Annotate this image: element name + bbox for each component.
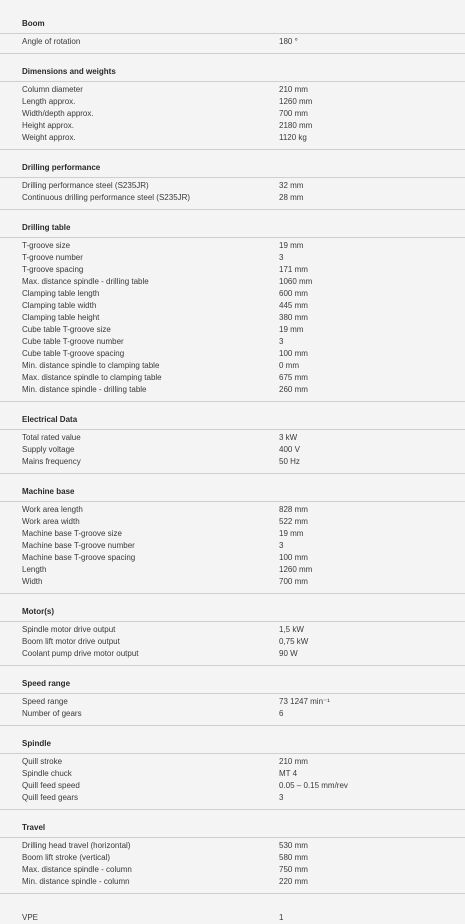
spec-value: 73 1247 min⁻¹	[279, 697, 330, 706]
spec-row	[0, 552, 465, 564]
spec-label: Boom lift motor drive output	[22, 637, 120, 646]
spec-rows	[0, 622, 465, 660]
spec-row	[0, 792, 465, 804]
section-title: Drilling table	[0, 218, 465, 238]
spec-label: Cube table T-groove spacing	[22, 349, 125, 358]
spec-row	[0, 432, 465, 444]
spec-row	[0, 852, 465, 864]
spec-row	[0, 132, 465, 144]
spec-value: 6	[279, 709, 284, 718]
spec-label: Length approx.	[22, 97, 76, 106]
spec-value: 3	[279, 253, 284, 262]
spec-section	[0, 602, 465, 674]
spec-value: 19 mm	[279, 325, 304, 334]
spec-value: 100 mm	[279, 349, 308, 358]
spec-row	[0, 336, 465, 348]
spec-row	[0, 384, 465, 396]
spec-row	[0, 324, 465, 336]
spec-value: 700 mm	[279, 577, 308, 586]
spec-value: 0.05 – 0.15 mm/rev	[279, 781, 348, 790]
spec-label: Height approx.	[22, 121, 75, 130]
spec-row	[0, 96, 465, 108]
spec-sections	[0, 14, 465, 902]
spec-row	[0, 252, 465, 264]
spec-label: Width/depth approx.	[22, 109, 94, 118]
spec-label: Total rated value	[22, 433, 81, 442]
spec-row	[0, 312, 465, 324]
spec-rows	[0, 754, 465, 804]
spec-value: 1260 mm	[279, 565, 313, 574]
spec-value: 1,5 kW	[279, 625, 304, 634]
spec-value: 3	[279, 541, 284, 550]
spec-value: 400 V	[279, 445, 300, 454]
spec-value: 19 mm	[279, 529, 304, 538]
spec-row	[0, 576, 465, 588]
spec-row	[0, 360, 465, 372]
spec-value: 1260 mm	[279, 97, 313, 106]
spec-rows	[0, 238, 465, 396]
spec-label: Cube table T-groove number	[22, 337, 124, 346]
spec-value: 0 mm	[279, 361, 299, 370]
spec-label: Work area width	[22, 517, 80, 526]
spec-value: 1120 kg	[279, 133, 307, 142]
spec-value: 828 mm	[279, 505, 308, 514]
spec-row	[0, 636, 465, 648]
spec-value: 50 Hz	[279, 457, 300, 466]
spec-section	[0, 410, 465, 482]
spec-label: Mains frequency	[22, 457, 81, 466]
spec-label: T-groove spacing	[22, 265, 84, 274]
spec-label: Machine base T-groove size	[22, 529, 122, 538]
spec-row	[0, 504, 465, 516]
vpe-row	[0, 912, 465, 924]
spec-section	[0, 158, 465, 218]
spec-value: 600 mm	[279, 289, 308, 298]
spec-label: Max. distance spindle to clamping table	[22, 373, 162, 382]
vpe-label: VPE	[22, 913, 39, 922]
spec-section	[0, 62, 465, 158]
spec-label: Drilling performance steel (S235JR)	[22, 181, 149, 190]
spec-row	[0, 276, 465, 288]
spec-rows	[0, 502, 465, 588]
spec-section	[0, 218, 465, 410]
spec-value: 0,75 kW	[279, 637, 309, 646]
spec-value: 445 mm	[279, 301, 308, 310]
spec-label: Speed range	[22, 697, 68, 706]
spec-value: 675 mm	[279, 373, 308, 382]
spec-label: Work area length	[22, 505, 83, 514]
spec-row	[0, 456, 465, 468]
spec-section	[0, 734, 465, 818]
section-title: Electrical Data	[0, 410, 465, 430]
spec-value: 1060 mm	[279, 277, 313, 286]
spec-label: Supply voltage	[22, 445, 75, 454]
spec-label: Width	[22, 577, 43, 586]
section-title: Speed range	[0, 674, 465, 694]
spec-value: 580 mm	[279, 853, 308, 862]
spec-row	[0, 120, 465, 132]
spec-row	[0, 768, 465, 780]
spec-value: 522 mm	[279, 517, 308, 526]
spec-label: Machine base T-groove number	[22, 541, 135, 550]
spec-row	[0, 84, 465, 96]
spec-rows	[0, 694, 465, 720]
spec-label: Drilling head travel (horizontal)	[22, 841, 131, 850]
section-title: Dimensions and weights	[0, 62, 465, 82]
spec-value: 180 °	[279, 37, 298, 46]
spec-value: 100 mm	[279, 553, 308, 562]
spec-label: Min. distance spindle - column	[22, 877, 130, 886]
spec-row	[0, 348, 465, 360]
spec-value: 3	[279, 793, 284, 802]
spec-value: 3	[279, 337, 284, 346]
spec-row	[0, 264, 465, 276]
spec-section	[0, 482, 465, 602]
spec-value: 380 mm	[279, 313, 308, 322]
spec-section	[0, 14, 465, 62]
spec-value: 19 mm	[279, 241, 304, 250]
spec-value: 210 mm	[279, 85, 308, 94]
spec-label: Min. distance spindle - drilling table	[22, 385, 147, 394]
section-title: Boom	[0, 14, 465, 34]
spec-rows	[0, 178, 465, 204]
spec-label: Spindle motor drive output	[22, 625, 116, 634]
spec-row	[0, 240, 465, 252]
spec-label: Min. distance spindle to clamping table	[22, 361, 160, 370]
spec-value: 90 W	[279, 649, 298, 658]
spec-label: Clamping table height	[22, 313, 100, 322]
spec-label: Cube table T-groove size	[22, 325, 111, 334]
spec-label: Quill feed gears	[22, 793, 79, 802]
spec-row	[0, 528, 465, 540]
spec-row	[0, 780, 465, 792]
spec-value: 2180 mm	[279, 121, 313, 130]
spec-row	[0, 840, 465, 852]
spec-value: 220 mm	[279, 877, 308, 886]
spec-row	[0, 444, 465, 456]
spec-row	[0, 756, 465, 768]
spec-rows	[0, 82, 465, 144]
spec-value: 260 mm	[279, 385, 308, 394]
vpe-value: 1	[279, 913, 284, 922]
spec-value: 171 mm	[279, 265, 308, 274]
spec-rows	[0, 430, 465, 468]
spec-row	[0, 288, 465, 300]
spec-value: 700 mm	[279, 109, 308, 118]
spec-value: 32 mm	[279, 181, 304, 190]
spec-value: 750 mm	[279, 865, 308, 874]
spec-label: Column diameter	[22, 85, 83, 94]
spec-row	[0, 696, 465, 708]
spec-label: Spindle chuck	[22, 769, 72, 778]
spec-value: MT 4	[279, 769, 298, 778]
spec-label: T-groove size	[22, 241, 71, 250]
spec-label: Max. distance spindle - column	[22, 865, 132, 874]
spec-label: Weight approx.	[22, 133, 76, 142]
spec-row	[0, 624, 465, 636]
section-title: Drilling performance	[0, 158, 465, 178]
section-title: Machine base	[0, 482, 465, 502]
spec-value: 28 mm	[279, 193, 304, 202]
spec-section	[0, 818, 465, 902]
spec-row	[0, 876, 465, 888]
spec-value: 3 kW	[279, 433, 298, 442]
section-title: Travel	[0, 818, 465, 838]
spec-label: Clamping table length	[22, 289, 100, 298]
spec-label: Quill feed speed	[22, 781, 80, 790]
spec-row	[0, 648, 465, 660]
section-title: Spindle	[0, 734, 465, 754]
spec-section	[0, 674, 465, 734]
spec-label: Quill stroke	[22, 757, 63, 766]
spec-label: Number of gears	[22, 709, 82, 718]
spec-label: Max. distance spindle - drilling table	[22, 277, 149, 286]
spec-row	[0, 516, 465, 528]
spec-row	[0, 372, 465, 384]
spec-value: 210 mm	[279, 757, 308, 766]
spec-row	[0, 864, 465, 876]
spec-label: Angle of rotation	[22, 37, 81, 46]
section-title: Motor(s)	[0, 602, 465, 622]
spec-row	[0, 36, 465, 48]
spec-rows	[0, 838, 465, 888]
spec-label: T-groove number	[22, 253, 83, 262]
spec-label: Machine base T-groove spacing	[22, 553, 136, 562]
spec-value: 530 mm	[279, 841, 308, 850]
spec-row	[0, 180, 465, 192]
spec-row	[0, 300, 465, 312]
spec-label: Boom lift stroke (vertical)	[22, 853, 111, 862]
spec-label: Clamping table width	[22, 301, 97, 310]
spec-rows	[0, 34, 465, 48]
spec-row	[0, 564, 465, 576]
spec-row	[0, 708, 465, 720]
spec-label: Continuous drilling performance steel (S235JR)	[22, 193, 191, 202]
spec-row	[0, 108, 465, 120]
spec-row	[0, 192, 465, 204]
spec-row	[0, 540, 465, 552]
spec-label: Length	[22, 565, 47, 574]
spec-label: Coolant pump drive motor output	[22, 649, 139, 658]
